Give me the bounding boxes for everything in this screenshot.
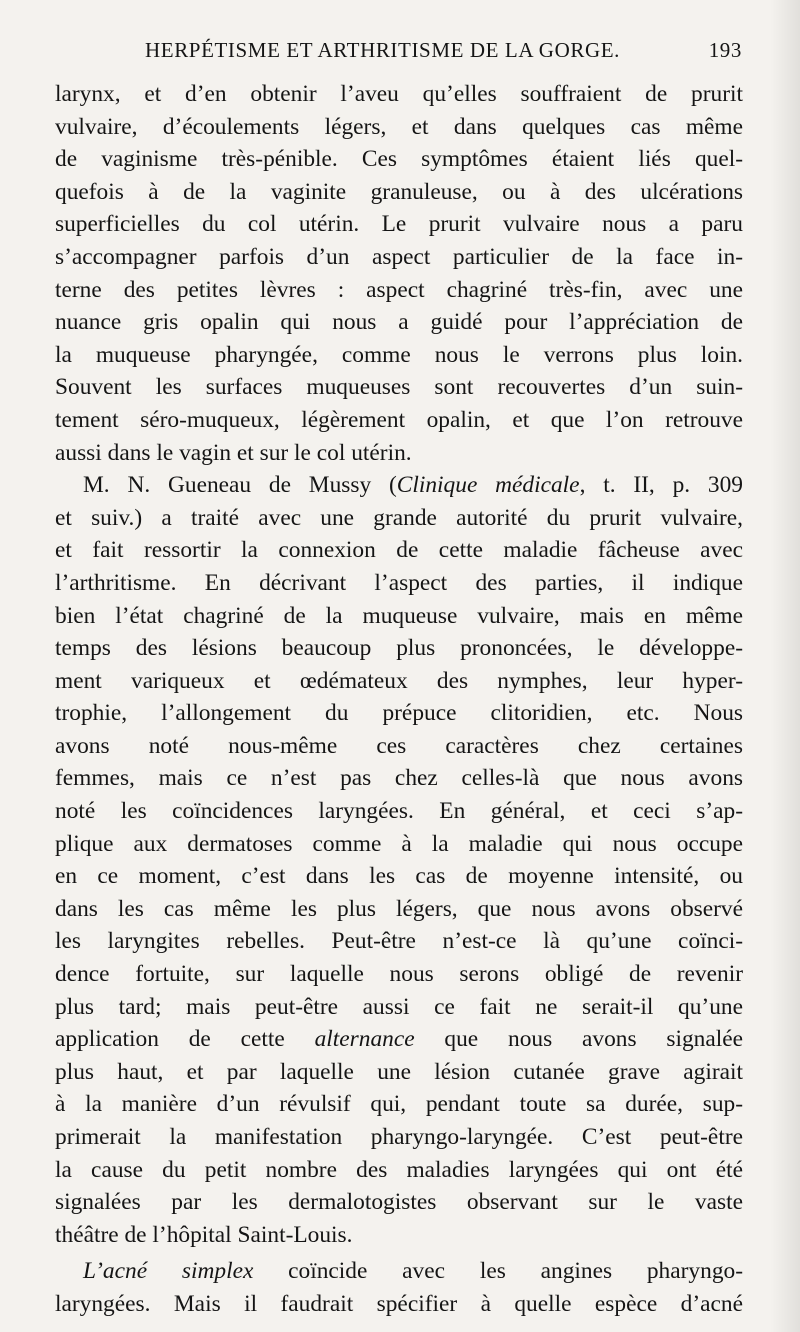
text-segment: noté les coïncidences laryngées. En général, et ceci s’ap- bbox=[55, 798, 743, 825]
body-text bbox=[55, 78, 743, 1321]
text-segment: laryngées. Mais il faudrait spécifier à quelle espèce d’acné bbox=[55, 1290, 743, 1317]
text-segment: M. N. Gueneau de Mussy ( bbox=[83, 472, 397, 499]
text-segment: ment variqueux et œdémateux des nymphes, leur hyper- bbox=[55, 667, 743, 694]
text-line bbox=[55, 339, 743, 372]
text-line bbox=[55, 1186, 743, 1219]
text-line bbox=[55, 1056, 743, 1089]
text-segment: femmes, mais ce n’est pas chez celles-là que nous avons bbox=[55, 765, 743, 792]
running-title: HERPÉTISME ET ARTHRITISME DE LA GORGE. bbox=[145, 38, 620, 62]
text-line bbox=[55, 762, 743, 795]
italic-text: Clinique médicale bbox=[396, 472, 580, 499]
text-line bbox=[55, 371, 743, 404]
text-line bbox=[55, 1288, 743, 1321]
text-line bbox=[55, 958, 743, 991]
text-line bbox=[55, 1121, 743, 1154]
text-line bbox=[55, 1023, 743, 1056]
text-line bbox=[55, 78, 743, 111]
text-segment: aussi dans le vagin et sur le col utérin. bbox=[55, 439, 412, 466]
text-line bbox=[55, 469, 743, 502]
text-segment: les laryngites rebelles. Peut-être n’est-ce là qu’une coïnci- bbox=[55, 928, 743, 955]
text-segment: plus haut, et par laquelle une lésion cutanée grave agirait bbox=[55, 1058, 743, 1085]
text-segment: la cause du petit nombre des maladies laryngées qui ont été bbox=[55, 1156, 743, 1183]
text-segment: dans les cas même les plus légers, que nous avons observé bbox=[55, 895, 743, 922]
text-segment: nuance gris opalin qui nous a guidé pour l’appréciation de bbox=[55, 309, 743, 336]
text-line bbox=[55, 600, 743, 633]
text-segment: l’arthritisme. En décrivant l’aspect des parties, il indique bbox=[55, 569, 743, 596]
text-segment: temps des lésions beaucoup plus prononcées, le développe- bbox=[55, 635, 743, 662]
text-line bbox=[55, 404, 743, 437]
text-segment: trophie, l’allongement du prépuce clitoridien, etc. Nous bbox=[55, 700, 743, 727]
text-line bbox=[55, 893, 743, 926]
text-line bbox=[55, 925, 743, 958]
text-line bbox=[55, 437, 743, 470]
text-segment: de vaginisme très-pénible. Ces symptômes étaient liés quel- bbox=[55, 146, 743, 173]
text-segment: plus tard; mais peut-être aussi ce fait ne serait-il qu’une bbox=[55, 993, 743, 1020]
text-segment: vulvaire, d’écoulements légers, et dans quelques cas même bbox=[55, 113, 743, 140]
text-line bbox=[55, 1255, 743, 1288]
text-segment: à la manière d’un révulsif qui, pendant toute sa durée, sup- bbox=[55, 1091, 743, 1118]
text-segment: en ce moment, c’est dans les cas de moyenne intensité, ou bbox=[55, 863, 743, 890]
text-line bbox=[55, 860, 743, 893]
text-segment: théâtre de l’hôpital Saint-Louis. bbox=[55, 1221, 353, 1248]
italic-text: alternance bbox=[314, 1026, 415, 1053]
text-segment: primerait la manifestation pharyngo-laryngée. C’est peut-être bbox=[55, 1124, 743, 1150]
text-segment: avons noté nous-même ces caractères chez certaines bbox=[55, 732, 743, 759]
text-line bbox=[55, 828, 743, 861]
text-line bbox=[55, 730, 743, 763]
text-line bbox=[55, 665, 743, 698]
text-segment: s’accompagner parfois d’un aspect particulier de la face in- bbox=[55, 243, 743, 270]
text-segment: que nous avons signalée bbox=[414, 1026, 744, 1053]
text-line bbox=[55, 534, 743, 567]
text-line bbox=[55, 1088, 743, 1121]
text-line bbox=[55, 795, 743, 828]
text-line bbox=[55, 208, 743, 241]
text-segment: quefois à de la vaginite granuleuse, ou à des ulcérations bbox=[55, 178, 743, 205]
text-segment: bien l’état chagriné de la muqueuse vulvaire, mais en même bbox=[55, 602, 743, 629]
italic-text: L’acné simplex bbox=[83, 1258, 254, 1285]
page-number: 193 bbox=[708, 38, 742, 62]
page-header bbox=[145, 38, 742, 68]
text-segment: et suiv.) a traité avec une grande autorité du prurit vulvaire, bbox=[55, 504, 743, 531]
text-line bbox=[55, 567, 743, 600]
text-line bbox=[55, 143, 743, 176]
text-segment: plique aux dermatoses comme à la maladie qui nous occupe bbox=[55, 830, 743, 857]
text-line bbox=[55, 632, 743, 665]
text-line bbox=[55, 241, 743, 274]
text-segment: Souvent les surfaces muqueuses sont recouvertes d’un suin- bbox=[55, 374, 743, 401]
text-segment: coïncide avec les angines pharyngo- bbox=[253, 1258, 743, 1285]
text-segment: larynx, et d’en obtenir l’aveu qu’elles souffraient de prurit bbox=[55, 81, 743, 107]
text-segment: terne des petites lèvres : aspect chagriné très-fin, avec une bbox=[55, 276, 743, 303]
text-segment: , t. II, p. 309 bbox=[579, 472, 744, 499]
text-line bbox=[55, 502, 743, 535]
text-segment: et fait ressortir la connexion de cette maladie fâcheuse avec bbox=[55, 537, 743, 564]
text-line bbox=[55, 306, 743, 339]
text-line bbox=[55, 1154, 743, 1187]
text-segment: tement séro-muqueux, légèrement opalin, et que l’on retrouve bbox=[55, 406, 743, 433]
text-segment: dence fortuite, sur laquelle nous serons obligé de revenir bbox=[55, 961, 743, 988]
text-segment: application de cette bbox=[55, 1026, 315, 1053]
text-line bbox=[55, 1219, 743, 1252]
text-segment: signalées par les dermalotogistes observant sur le vaste bbox=[55, 1189, 743, 1216]
text-segment: la muqueuse pharyngée, comme nous le verrons plus loin. bbox=[55, 341, 743, 368]
page-edge-shadow bbox=[770, 0, 800, 1332]
text-line bbox=[55, 176, 743, 209]
text-line bbox=[55, 274, 743, 307]
text-line bbox=[55, 697, 743, 730]
text-segment: superficielles du col utérin. Le prurit vulvaire nous a paru bbox=[55, 211, 743, 238]
text-line bbox=[55, 991, 743, 1024]
text-line bbox=[55, 111, 743, 144]
